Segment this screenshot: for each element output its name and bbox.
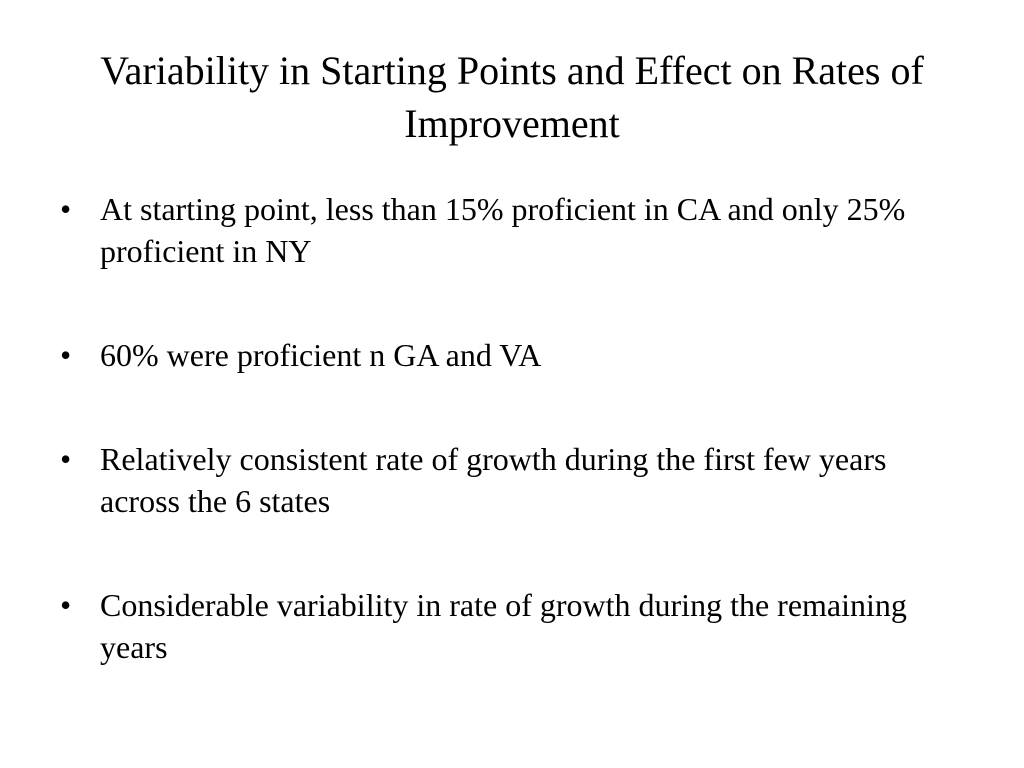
bullet-list: [60, 188, 960, 668]
bullet-text: Relatively consistent rate of growth during the first few years across the 6 states: [100, 441, 887, 519]
bullet-item: [60, 438, 960, 522]
bullet-text: Considerable variability in rate of growth during the remaining years: [100, 587, 907, 665]
bullet-marker: •: [60, 191, 72, 227]
bullet-marker: •: [60, 337, 72, 373]
bullet-text: At starting point, less than 15% proficient in CA and only 25% proficient in NY: [100, 191, 906, 269]
bullet-item: [60, 584, 960, 668]
bullet-item: [60, 334, 960, 376]
bullet-text: 60% were proficient n GA and VA: [100, 337, 542, 373]
bullet-item: [60, 188, 960, 272]
bullet-marker: •: [60, 587, 72, 623]
slide-title: Variability in Starting Points and Effect on Rates of Improvement: [100, 48, 924, 146]
bullet-marker: •: [60, 441, 72, 477]
